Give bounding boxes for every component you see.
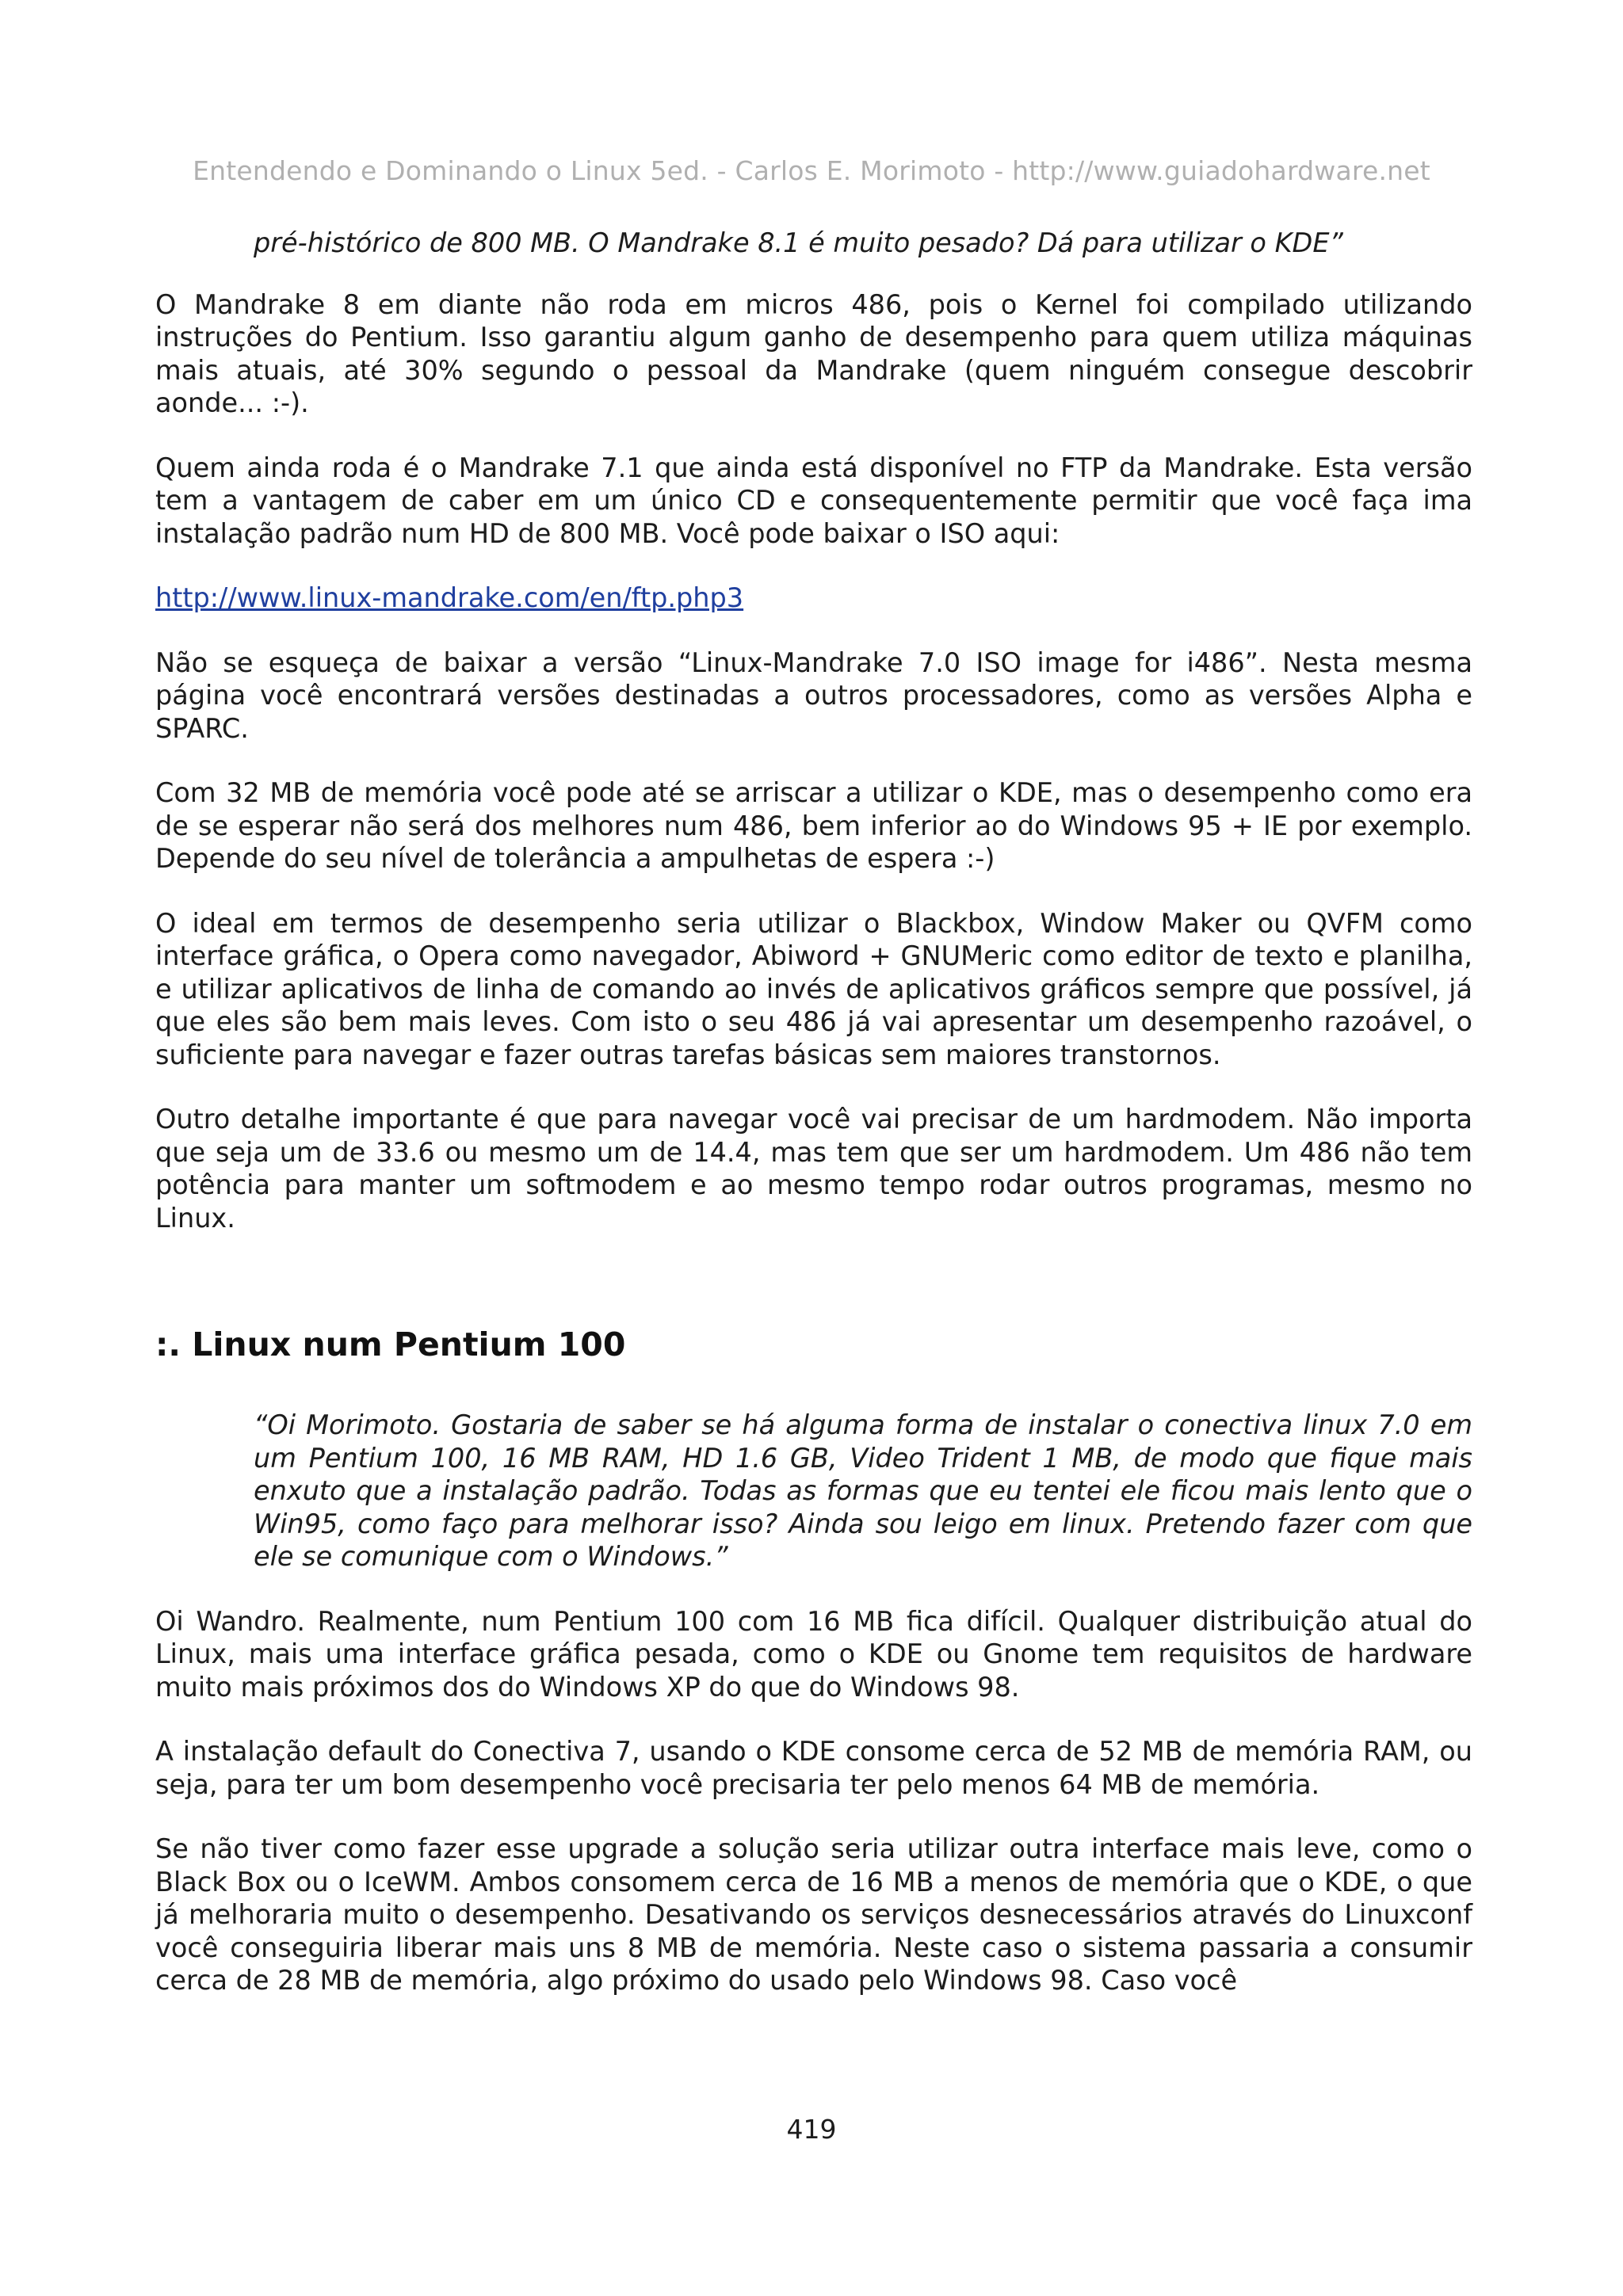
running-header: Entendendo e Dominando o Linux 5ed. - Carlos E. Morimoto - http://www.guiadohardware.net (193, 155, 1430, 186)
paragraph-conectiva-memory: A instalação default do Conectiva 7, usando o KDE consome cerca de 52 MB de memória RAM, ou seja, para ter um bom desempenho você precisaria ter pelo menos 64 MB de memória. (155, 1736, 1472, 1800)
paragraph-iso-version: Não se esqueça de baixar a versão “Linux-Mandrake 7.0 ISO image for i486”. Nesta mesma página você encontrará versões destinadas a outros processadores, como as versões Alpha e SPARC. (155, 646, 1472, 744)
paragraph-hardmodem: Outro detalhe importante é que para navegar você vai precisar de um hardmodem. Não importa que seja um de 33.6 ou mesmo um de 14.4, mas tem que ser um hardmodem. Um 486 não tem potência para manter um softmodem e ao mesmo tempo rodar outros programas, mesmo no Linux. (155, 1104, 1472, 1234)
paragraph-kde-memory: Com 32 MB de memória você pode até se arriscar a utilizar o KDE, mas o desempenho como era de se esperar não será dos melhores num 486, bem inferior ao do Windows 95 + IE por exemplo. Depende do seu nível de tolerância a ampulhetas de espera :-) (155, 777, 1472, 874)
page-number: 419 (786, 2114, 837, 2145)
quote-continuation: pré-histórico de 800 MB. O Mandrake 8.1 é muito pesado? Dá para utilizar o KDE” (254, 227, 1343, 258)
paragraph-ideal-setup: O ideal em termos de desempenho seria utilizar o Blackbox, Window Maker ou QVFM como interface gráfica, o Opera como navegador, Abiword + GNUMeric como editor de texto e planilha, e utilizar aplicativos de linha de comando ao invés de aplicativos gráficos sempre que possível, já que eles são bem mais leves. Com isto o seu 486 já vai apresentar um desempenho razoável, o suficiente para navegar e fazer outras tarefas básicas sem maiores transtornos. (155, 907, 1472, 1070)
ftp-link[interactable]: http://www.linux-mandrake.com/en/ftp.php3 (155, 582, 744, 613)
reader-question-quote: “Oi Morimoto. Gostaria de saber se há alguma forma de instalar o conectiva linux 7.0 em um Pentium 100, 16 MB RAM, HD 1.6 GB, Video Trident 1 MB, de modo que fique mais enxuto que a instalação padrão. Todas as formas que eu tentei ele ficou mais lento que o Win95, como faço para melhorar isso? Ainda sou leigo em linux. Pretendo fazer com que ele se comunique com o Windows.” (254, 1409, 1472, 1572)
link-paragraph (155, 582, 1472, 615)
paragraph-mandrake-486: O Mandrake 8 em diante não roda em micros 486, pois o Kernel foi compilado utilizando instruções do Pentium. Isso garantiu algum ganho de desempenho para quem utiliza máquinas mais atuais, até 30% segundo o pessoal da Mandrake (quem ninguém consegue descobrir aonde... :-). (155, 288, 1472, 418)
page-content (155, 227, 1472, 1997)
paragraph-mandrake-71: Quem ainda roda é o Mandrake 7.1 que ainda está disponível no FTP da Mandrake. Esta versão tem a vantagem de caber em um único CD e consequentemente permitir que você faça ima instalação padrão num HD de 800 MB. Você pode baixar o ISO aqui: (155, 452, 1472, 549)
paragraph-answer-intro: Oi Wandro. Realmente, num Pentium 100 com 16 MB fica difícil. Qualquer distribuição atual do Linux, mais uma interface gráfica pesada, como o KDE ou Gnome tem requisitos de hardware muito mais próximos dos do Windows XP do que do Windows 98. (155, 1605, 1472, 1703)
section-title: :. Linux num Pentium 100 (155, 1325, 626, 1363)
paragraph-lighter-interface: Se não tiver como fazer esse upgrade a solução seria utilizar outra interface mais leve, como o Black Box ou o IceWM. Ambos consomem cerca de 16 MB a menos de memória que o KDE, o que já melhoraria muito o desempenho. Desativando os serviços desnecessários através do Linuxconf você conseguiria liberar mais uns 8 MB de memória. Neste caso o sistema passaria a consumir cerca de 28 MB de memória, algo próximo do usado pelo Windows 98. Caso você (155, 1833, 1472, 1996)
